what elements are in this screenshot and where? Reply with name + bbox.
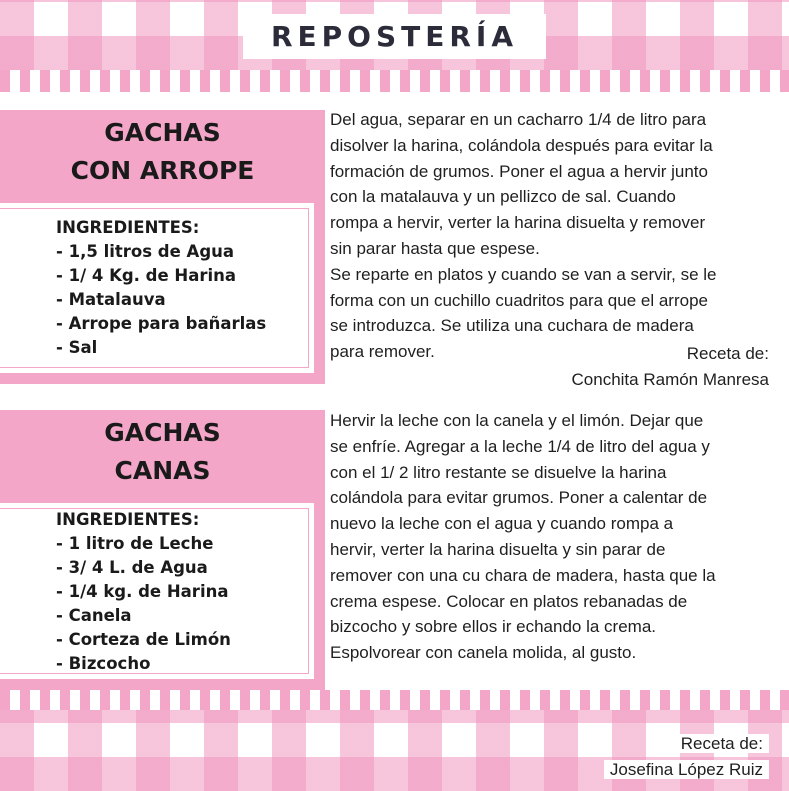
ingredient-item: - Arrope para bañarlas [56, 314, 267, 333]
ingredient-item: - Matalauva [56, 290, 166, 309]
recipe-1-instructions [330, 107, 785, 365]
recipe-2-title-line1: GACHAS [104, 418, 221, 447]
ingredient-item: - 1 litro de Leche [56, 534, 214, 553]
recipe-2-title-line2: CANAS [114, 456, 211, 485]
instruction-line: se introduzca. Se utiliza una cuchara de madera [330, 316, 694, 336]
recipe-2-title [0, 410, 325, 494]
header-stripe-divider [0, 70, 789, 92]
recipe-2-instructions [330, 408, 785, 666]
ingredient-item: - Sal [56, 338, 98, 357]
instruction-line: para remover. [330, 342, 435, 362]
recipe-2-credit-name: Josefina López Ruiz [604, 760, 769, 779]
recipe-2-ingredients-list [56, 508, 231, 676]
ingredient-item: - 1/ 4 Kg. de Harina [56, 266, 237, 285]
recipe-1-title-line2: CON ARROPE [70, 156, 255, 185]
recipe-2-credit [604, 731, 769, 783]
instruction-line: forma con un cuchillo cuadritos para que el arrope [330, 290, 708, 310]
ingredient-item: - Bizcocho [56, 654, 151, 673]
recipe-2-ingredients-heading: INGREDIENTES: [56, 510, 200, 529]
recipe-2-credit-label-wrap [604, 731, 769, 757]
instruction-line: formación de grumos. Poner el agua a hervir junto [330, 161, 708, 181]
page-title-text: REPOSTERÍA [243, 14, 546, 59]
instruction-line: remover con una cu chara de madera, hasta que la [330, 565, 716, 585]
recipe-1-title-line1: GACHAS [104, 118, 221, 147]
recipe-1-ingredients-heading: INGREDIENTES: [56, 218, 200, 237]
recipe-1-credit-label: Receta de: [686, 344, 769, 363]
page-title [0, 12, 789, 60]
ingredient-item: - Canela [56, 606, 132, 625]
ingredient-item: - 1,5 litros de Agua [56, 242, 235, 261]
instruction-line: nuevo la leche con el agua y cuando rompa a [330, 514, 674, 534]
recipe-1-credit-name: Conchita Ramón Manresa [571, 370, 769, 389]
recipe-2-credit-label: Receta de: [675, 734, 769, 753]
instruction-line: Espolvorear con canela molida, al gusto. [330, 643, 637, 663]
instruction-line: colándola para evitar grumos. Poner a calentar de [330, 488, 708, 508]
ingredient-item: - 1/4 kg. de Harina [56, 582, 229, 601]
footer-stripe-divider [0, 690, 789, 710]
instruction-line: sin parar hasta que espese. [330, 238, 540, 258]
instruction-line: rompa a hervir, verter la harina disuelta y remover [330, 213, 706, 233]
instruction-line: con el 1/ 2 litro restante se disuelve la harina [330, 462, 667, 482]
instruction-line: Se reparte en platos y cuando se van a servir, se le [330, 264, 717, 284]
instruction-line: bizcocho y sobre ellos ir echando la crema. [330, 617, 656, 637]
recipe-1-ingredients-list [56, 216, 266, 360]
ingredient-item: - Corteza de Limón [56, 630, 231, 649]
instruction-line: hervir, verter la harina disuelta y sin parar de [330, 539, 666, 559]
instruction-line: Del agua, separar en un cacharro 1/4 de litro para [330, 110, 707, 129]
instruction-line: Hervir la leche con la canela y el limón. Dejar que [330, 411, 704, 430]
recipe-1-title [0, 110, 325, 194]
recipe-2-credit-name-wrap [604, 757, 769, 783]
instruction-line: disolver la harina, colándola después para evitar la [330, 135, 713, 155]
ingredient-item: - 3/ 4 L. de Agua [56, 558, 208, 577]
instruction-line: se enfríe. Agregar a la leche 1/4 de litro del agua y [330, 436, 710, 456]
instruction-line: crema espese. Colocar en platos rebanadas de [330, 591, 688, 611]
recipe-1-credit [572, 341, 769, 393]
instruction-line: con la matalauva y un pellizco de sal. Cuando [330, 187, 676, 207]
